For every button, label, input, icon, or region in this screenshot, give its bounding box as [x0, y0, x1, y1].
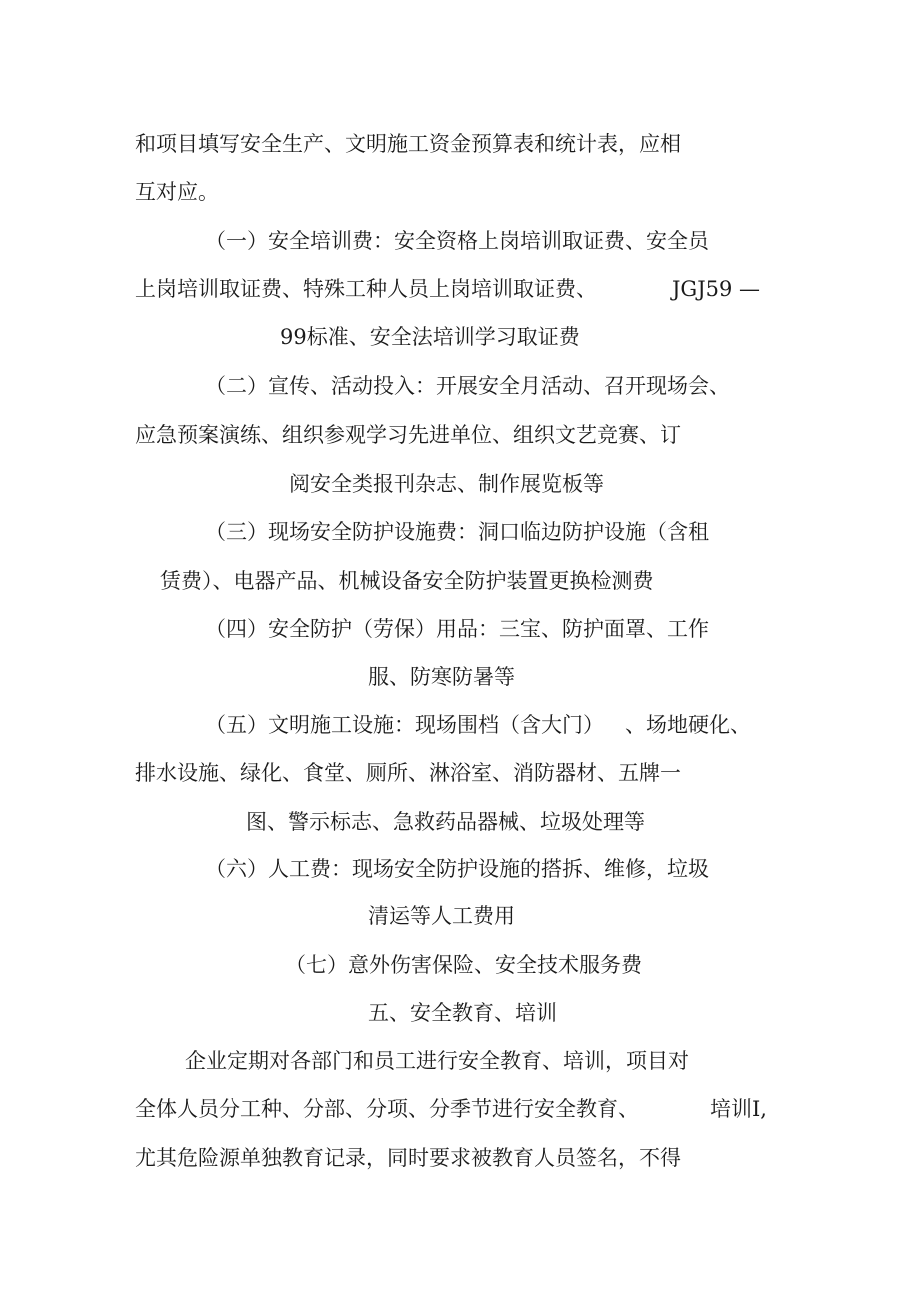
text-line: （二）宣传、活动投入：开展安全月活动、召开现场会、 [205, 374, 730, 398]
text-line: 服、防寒防暑等 [368, 665, 515, 689]
text-line: 应急预案演练、组织参观学习先进单位、组织文艺竞赛、订 [135, 423, 681, 447]
text-line: 排水设施、绿化、食堂、厕所、淋浴室、消防器材、五牌一 [135, 761, 681, 785]
text-line: 上岗培训取证费、特殊工种人员上岗培训取证费、 [135, 277, 597, 301]
text-line: （六）人工费：现场安全防护设施的搭拆、维修，垃圾 [205, 857, 709, 881]
text-line: （五）文明施工设施：现场围档（含大门） [205, 713, 604, 737]
text-line: 尤其危险源单独教育记录，同时要求被教育人员签名，不得 [135, 1146, 681, 1170]
text-line: 和项目填写安全生产、文明施工资金预算表和统计表，应相 [135, 132, 681, 156]
text-line: 赁费）、电器产品、机械设备安全防护装置更换检测费 [160, 569, 654, 593]
text-line: 99标准、安全法培训学习取证费 [280, 325, 580, 349]
text-line: 互对应。 [135, 180, 219, 204]
text-line: （四）安全防护（劳保）用品：三宝、防护面罩、工作 [205, 617, 709, 641]
text-line: （一）安全培训费：安全资格上岗培训取证费、安全员 [205, 229, 709, 253]
text-line: 图、警示标志、急救药品器械、垃圾处理等 [246, 810, 645, 834]
text-line: JGJ59 — [672, 277, 761, 301]
text-line: 清运等人工费用 [368, 904, 515, 928]
text-line: 培训I, [710, 1097, 767, 1121]
text-line: 全体人员分工种、分部、分项、分季节进行安全教育、 [135, 1097, 639, 1121]
text-line: （三）现场安全防护设施费：洞口临边防护设施（含租 [205, 520, 709, 544]
section-heading: 五、安全教育、培训 [368, 1001, 557, 1025]
text-line: （七）意外伤害保险、安全技术服务费 [285, 953, 642, 977]
text-line: 企业定期对各部门和员工进行安全教育、培训，项目对 [185, 1049, 689, 1073]
text-line: 阅安全类报刊杂志、制作展览板等 [289, 472, 604, 496]
text-line: 、场地硬化、 [625, 713, 751, 737]
